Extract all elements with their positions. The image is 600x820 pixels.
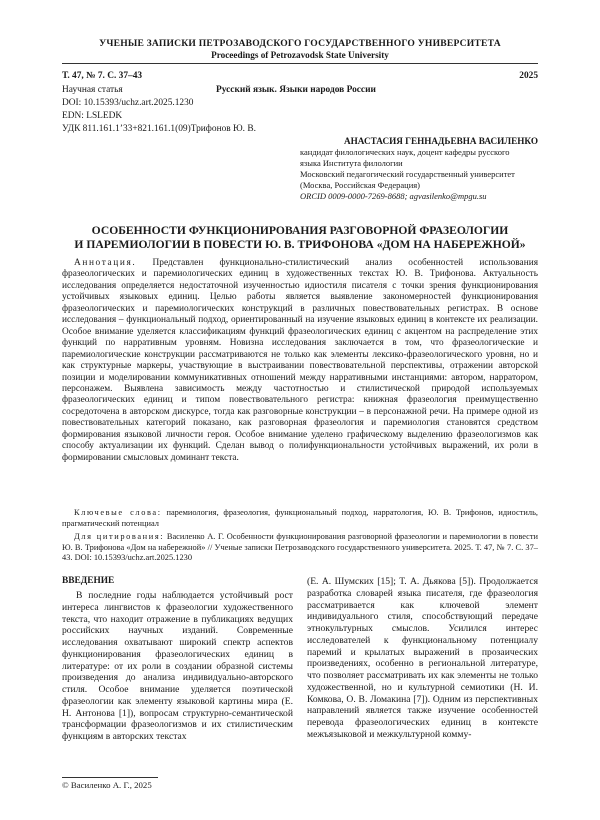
abstract-text: Представлен функционально-стилистический анализ особенностей использования фразеологических и паремиологических единиц в художественных текстах Ю. В. Трифонова. Актуальность исследования определяется недостаточной изученностью идиостиля писателя с точки зрения функционирования устойчивых языковых единиц. Целью работы является выявление закономерностей функционирования фразеологических и паремиологических конструкций в различных повествовательных регистрах. В основе исследования – функциональный подход, ориентированный на изучение языковых единиц в контексте их реализации. Особое внимание уделяется классификациям функций фразеологических единиц с акцентом на распределение этих функций по нарративным уровням. Новизна исследования заключается в том, что фразеологические и паремиологические конструкции рассматриваются не только как элементы лексико-фразеологического уровня, но и как структурные маркеры, участвующие в выстраивании повествовательной перспективы, отражении авторской позиции и моделировании коммуникативных отношений между нарративными инстанциями: автором, нарратором, персонажем. Выявлена зависимость между частотностью и стилистической природой используемых фразеологических единиц и типом повествовательного регистра: книжная фразеология преимущественно сосредоточена в авторском дискурсе, тогда как разговорные конструкции – в персонажной речи. На примере одной из повествовательных категорий показано, как разговорная фразеология и паремиология становятся средством формирования языковой личности героя. Особое внимание уделено графическому выделению фразеологизмов как способу актуализации их функций. Сделан вывод о полифункциональности устойчивых выражений, их роли в формировании смысловых доминант текста. — [62, 258, 538, 463]
citation-text: Василенко А. Г. Особенности функционирования разговорной фразеологии и паремиологии в повести Ю. В. Трифонова «Дом на набережной» // Ученые записки Петрозаводского государственного университета. 2025. Т. 47, № 7. С. 37–43. DOI: 10.15393/uchz.art.2025.1230 — [62, 532, 539, 563]
author-degree-line2: языка Института филологии — [300, 158, 403, 168]
udc: УДК 811.161.1’33+821.161.1(09)Трифонов Ю. В. — [62, 124, 256, 134]
abstract-label: Аннотация. — [74, 258, 137, 268]
title-line2: И ПАРЕМИОЛОГИИ В ПОВЕСТИ Ю. В. ТРИФОНОВА «ДОМ НА НАБЕРЕЖНОЙ» — [74, 238, 526, 252]
edn: EDN: LSLEDK — [62, 111, 123, 121]
author-block — [300, 136, 560, 202]
author-name: АНАСТАСИЯ ГЕННАДЬЕВНА ВАСИЛЕНКО — [344, 136, 538, 146]
keywords-text: паремиология, фразеология, функциональный подход, нарратология, Ю. В. Трифонов, идиостиль, прагматический потенциал — [62, 508, 539, 528]
keywords — [62, 508, 538, 529]
volume-info: Т. 47, № 7. С. 37–43 — [62, 71, 143, 81]
footer-rule — [62, 777, 158, 778]
journal-subtitle: Proceedings of Petrozavodsk State University — [211, 50, 389, 60]
author-degree-line1: кандидат филологических наук, доцент кафедры русского — [300, 147, 510, 157]
section-heading: ВВЕДЕНИЕ — [62, 576, 115, 586]
body-column-left — [62, 590, 293, 743]
abstract — [62, 258, 538, 464]
year: 2025 — [519, 71, 538, 81]
body-column-right — [307, 576, 538, 741]
keywords-label: Ключевые слова: — [74, 508, 162, 517]
article-type: Научная статья — [62, 85, 123, 95]
citation — [62, 532, 538, 564]
header-rule — [62, 63, 538, 64]
rubric: Русский язык. Языки народов России — [216, 85, 376, 95]
body-paragraph: В последние годы наблюдается устойчивый рост интереса лингвистов к фразеологии художественного текста, что находит отражение в публикациях ведущих российских научных изданий. Современные исследования охватывают широкий спектр аспектов функционирования фразеологических единиц в литературе: от их роли в создании образной системы произведения до анализа индивидуально-авторского стиля. Особое внимание уделяется поэтической фразеологии как элементу языковой картины мира (Е. Н. Антонова [1]), вопросам структурно-семантической трансформации фразеологизмов и их стилистическим функциям в авторских текстах — [62, 590, 293, 742]
title-line1: ОСОБЕННОСТИ ФУНКЦИОНИРОВАНИЯ РАЗГОВОРНОЙ ФРАЗЕОЛОГИИ — [91, 224, 509, 237]
body-paragraph: (Е. А. Шумских [15]; Т. А. Дьякова [5]). Продолжается разработка словарей языка писателя, где фразеология рассматривается как ключевой элемент индивидуального стиля, способствующий передаче этнокультурных смыслов. Усилился интерес исследователей к функциональному потенциалу паремий и крылатых выражений в прозаических произведениях, особенно в региональной литературе, что позволяет рассматривать их как элементы не только художественной, но и культурной семиотики (Н. И. Комкова, О. В. Ломакина [7]). Одним из перспективных направлений является также изучение особенностей перевода фразеологических единиц в контексте межъязыковой и межкультурной комму- — [307, 576, 538, 740]
author-affiliation-line2: (Москва, Российская Федерация) — [300, 180, 421, 190]
copyright: © Василенко А. Г., 2025 — [62, 780, 152, 790]
author-contact: ORCID 0009-0000-7269-8688; agvasilenko@mpgu.su — [300, 191, 487, 201]
citation-label: Для цитирования: — [74, 532, 165, 541]
author-affiliation-line1: Московский педагогический государственный университет — [300, 169, 515, 179]
article-title — [62, 224, 538, 252]
journal-title: УЧЕНЫЕ ЗАПИСКИ ПЕТРОЗАВОДСКОГО ГОСУДАРСТВЕННОГО УНИВЕРСИТЕТА — [99, 38, 501, 49]
doi: DOI: 10.15393/uchz.art.2025.1230 — [62, 98, 194, 108]
